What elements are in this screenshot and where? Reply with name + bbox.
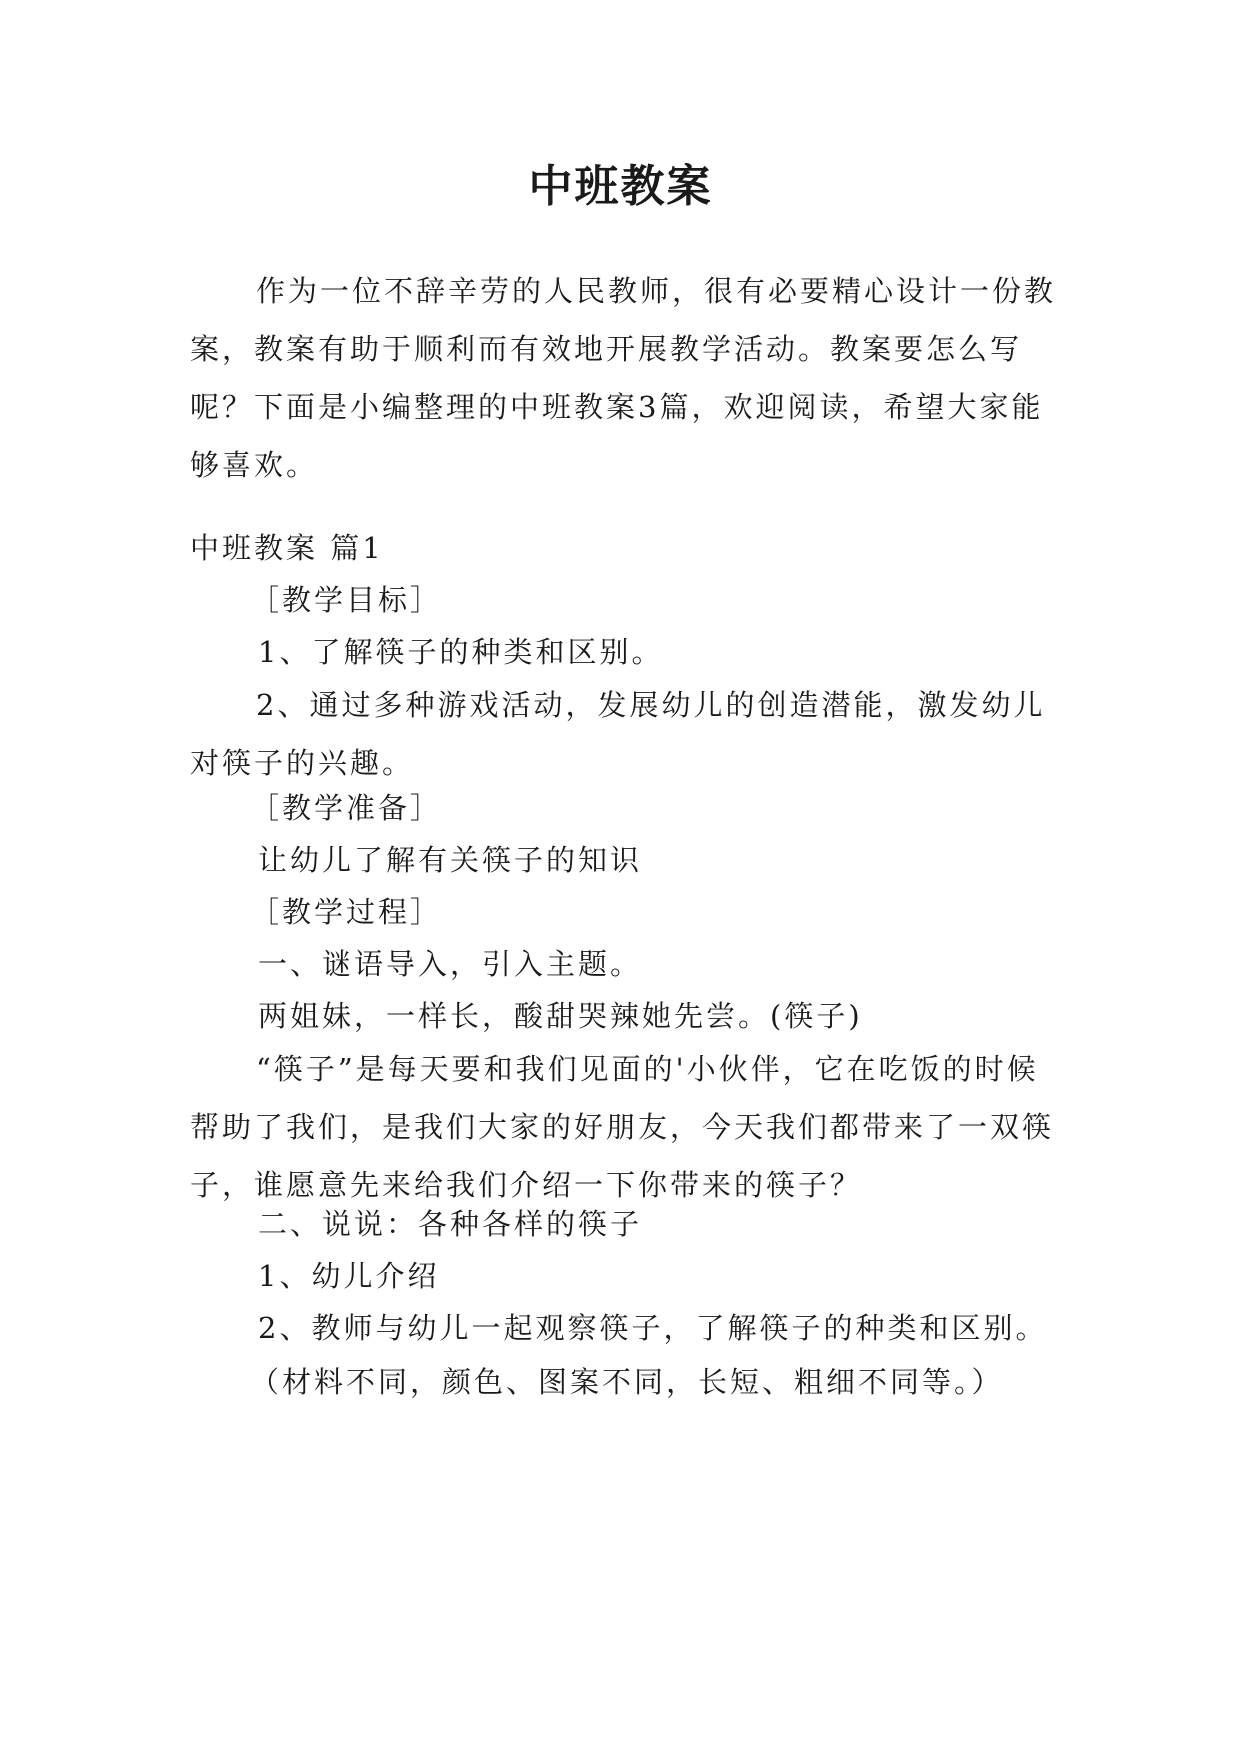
process-step-2-2: 2、教师与幼儿一起观察筷子，了解筷子的种类和区别。 xyxy=(258,1311,1048,1345)
process-step-1: 一、谜语导入，引入主题。 xyxy=(258,947,643,981)
process-step-2-1: 1、幼儿介绍 xyxy=(258,1259,440,1293)
riddle-text: 两姐妹，一样长，酸甜哭辣她先尝。(筷子) xyxy=(258,999,863,1033)
goal-item-1: 1、了解筷子的种类和区别。 xyxy=(258,635,664,669)
goal-item-2: 2、通过多种游戏活动，发展幼儿的创造潜能，激发幼儿对筷子的兴趣。 xyxy=(190,688,1046,780)
process-paragraph-1: “筷子”是每天要和我们见面的'小伙伴，它在吃饭的时候帮助了我们，是我们大家的好朋友，今天我们都带来了一双筷子，谁愿意先来给我们介绍一下你带来的筷子？ xyxy=(190,1052,1055,1202)
process-heading: ［教学过程］ xyxy=(250,895,443,929)
prep-heading: ［教学准备］ xyxy=(250,791,443,825)
prep-text: 让幼儿了解有关筷子的知识 xyxy=(258,843,643,877)
section-heading: 中班教案 篇1 xyxy=(190,531,384,565)
document-title: 中班教案 xyxy=(528,161,713,212)
intro-paragraph: 作为一位不辞辛劳的人民教师，很有必要精心设计一份教案，教案有助于顺利而有效地开展教学活动。教案要怎么写呢？下面是小编整理的中班教案3篇，欢迎阅读，希望大家能够喜欢。 xyxy=(190,274,1057,482)
process-step-2: 二、说说：各种各样的筷子 xyxy=(258,1207,643,1241)
goal-heading: ［教学目标］ xyxy=(250,583,443,617)
process-step-2-note: （材料不同，颜色、图案不同，长短、粗细不同等。） xyxy=(250,1365,1004,1399)
